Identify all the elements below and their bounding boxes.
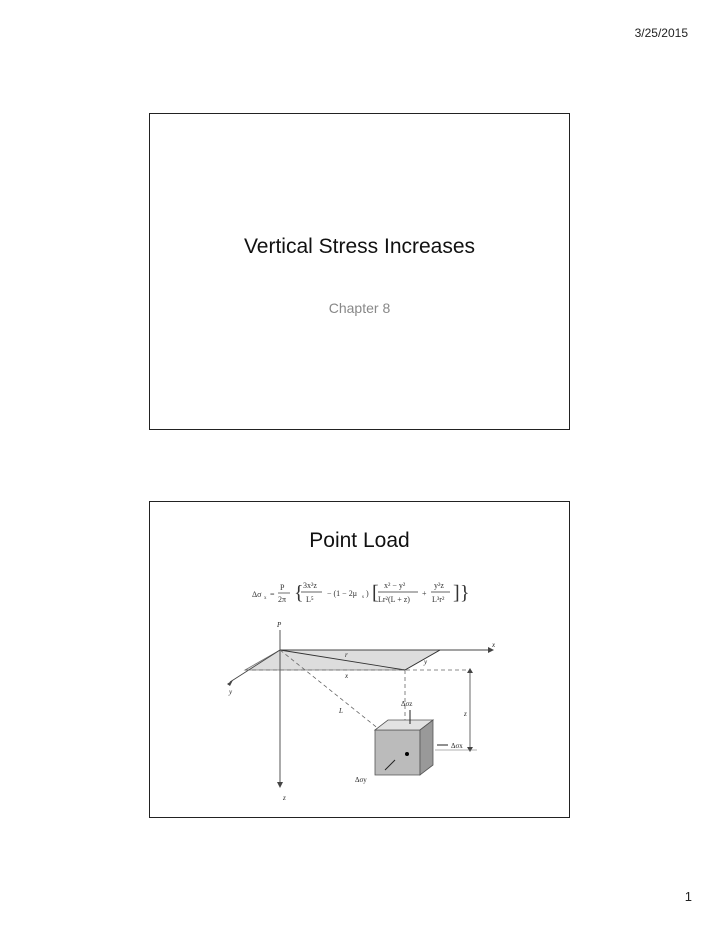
slide-title-heading: Vertical Stress Increases	[243, 235, 476, 258]
label-r: r	[345, 651, 348, 659]
slide-point-load-heading: Point Load	[309, 529, 410, 552]
svg-text:2π: 2π	[278, 595, 287, 604]
svg-text:− (1 − 2μ: − (1 − 2μ	[327, 589, 357, 598]
slide-title	[149, 113, 570, 430]
svg-text:Δσ: Δσ	[252, 590, 262, 599]
svg-text:{: {	[294, 582, 304, 604]
slide-point-load	[149, 501, 570, 818]
date-header: 3/25/2015	[634, 26, 688, 40]
point-load-formula-image	[250, 575, 480, 613]
point-load-diagram	[205, 620, 505, 810]
label-x: x	[345, 672, 349, 680]
soil-element-cube	[375, 710, 448, 775]
slide-subtitle: Chapter 8	[328, 300, 391, 316]
svg-text:[: [	[372, 582, 379, 604]
label-p: P	[277, 621, 282, 629]
label-l: L	[339, 707, 343, 715]
svg-text:s: s	[362, 595, 364, 600]
label-sigma-z: Δσz	[401, 700, 413, 708]
svg-text:L³r²: L³r²	[432, 595, 445, 604]
label-y-axis: y	[229, 688, 233, 696]
label-y: y	[424, 658, 428, 666]
svg-text:P: P	[280, 583, 285, 592]
label-x-axis: x	[492, 641, 496, 649]
svg-text:y²z: y²z	[434, 581, 444, 590]
label-sigma-x: Δσx	[451, 742, 463, 750]
svg-text:L⁵: L⁵	[306, 595, 314, 604]
page-number: 1	[684, 889, 692, 904]
label-z: z	[464, 710, 467, 718]
svg-text:Lr²(L + z): Lr²(L + z)	[378, 595, 410, 604]
svg-text:+: +	[422, 589, 427, 598]
label-sigma-y: Δσy	[355, 776, 367, 784]
svg-text:]: ]	[453, 582, 460, 604]
svg-text:): )	[366, 589, 369, 598]
svg-text:}: }	[460, 582, 470, 604]
svg-text:x² − y²: x² − y²	[384, 581, 406, 590]
label-z-axis: z	[283, 794, 286, 802]
svg-text:=: =	[270, 590, 275, 599]
svg-text:x: x	[264, 596, 267, 601]
svg-text:3x²z: 3x²z	[303, 581, 317, 590]
